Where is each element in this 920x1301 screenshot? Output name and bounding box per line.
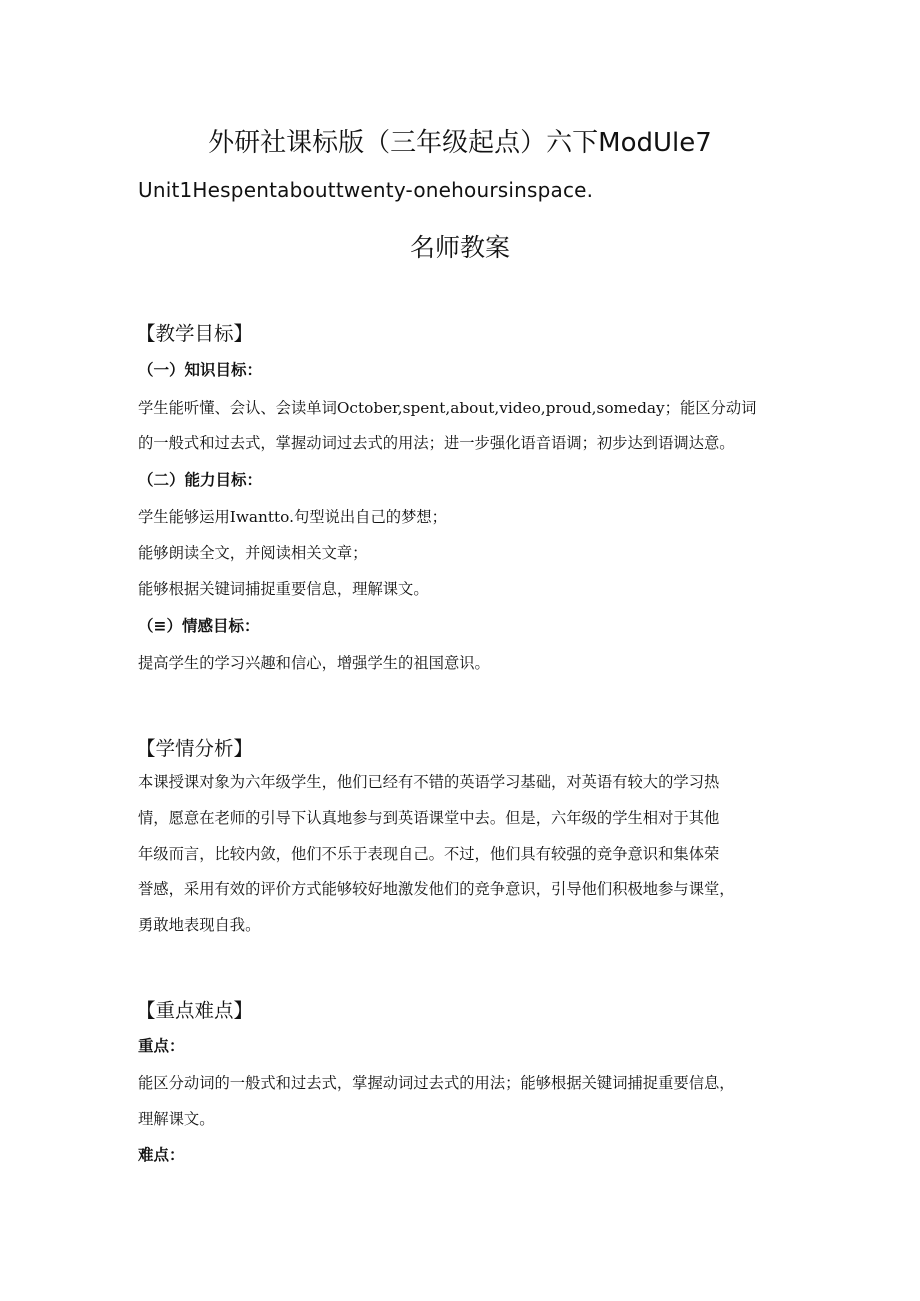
paragraph-line: 学生能够运用Iwantto.句型说出自己的梦想； xyxy=(138,508,447,526)
paragraph-line: 情，愿意在老师的引导下认真地参与到英语课堂中去。但是，六年级的学生相对于其他 xyxy=(138,809,720,827)
paragraph-line: 提高学生的学习兴趣和信心，增强学生的祖国意识。 xyxy=(138,654,490,672)
paragraph-line: 学生能听懂、会认、会读单词October,spent,about,video,proud,someday；能区分动词 xyxy=(138,399,757,417)
paragraph-line: 的一般式和过去式，掌握动词过去式的用法；进一步强化语音语调；初步达到语调达意。 xyxy=(138,434,735,452)
doc-subtitle: Unit1Hespentabouttwenty-onehoursinspace. xyxy=(138,178,594,202)
doc-type-title: 名师教案 xyxy=(409,233,510,262)
subheading-ability: （二）能力目标： xyxy=(138,471,263,489)
section-heading-key-points: 【重点难点】 xyxy=(136,999,254,1022)
paragraph-line: 能够朗读全文，并阅读相关文章； xyxy=(138,544,368,562)
section-heading-objectives: 【教学目标】 xyxy=(136,322,254,345)
subheading-difficulty: 难点： xyxy=(138,1146,185,1164)
subheading-focus: 重点： xyxy=(138,1037,185,1055)
paragraph-line: 理解课文。 xyxy=(138,1110,215,1128)
paragraph-line: 年级而言，比较内敛，他们不乐于表现自己。不过，他们具有较强的竞争意识和集体荣 xyxy=(138,845,720,863)
subheading-emotion: （≡）情感目标： xyxy=(138,617,260,635)
paragraph-line: 誉感，采用有效的评价方式能够较好地激发他们的竞争意识，引导他们积极地参与课堂， xyxy=(138,880,735,898)
paragraph-line: 本课授课对象为六年级学生，他们已经有不错的英语学习基础，对英语有较大的学习热 xyxy=(138,773,720,791)
doc-title: 外研社课标版（三年级起点）六下ModUle7 xyxy=(208,128,712,158)
subheading-knowledge: （一）知识目标： xyxy=(138,361,263,379)
paragraph-line: 能够根据关键词捕捉重要信息，理解课文。 xyxy=(138,580,429,598)
section-heading-analysis: 【学情分析】 xyxy=(136,737,254,760)
paragraph-line: 勇敢地表现自我。 xyxy=(138,916,261,934)
paragraph-line: 能区分动词的一般式和过去式，掌握动词过去式的用法；能够根据关键词捕捉重要信息， xyxy=(138,1074,735,1092)
